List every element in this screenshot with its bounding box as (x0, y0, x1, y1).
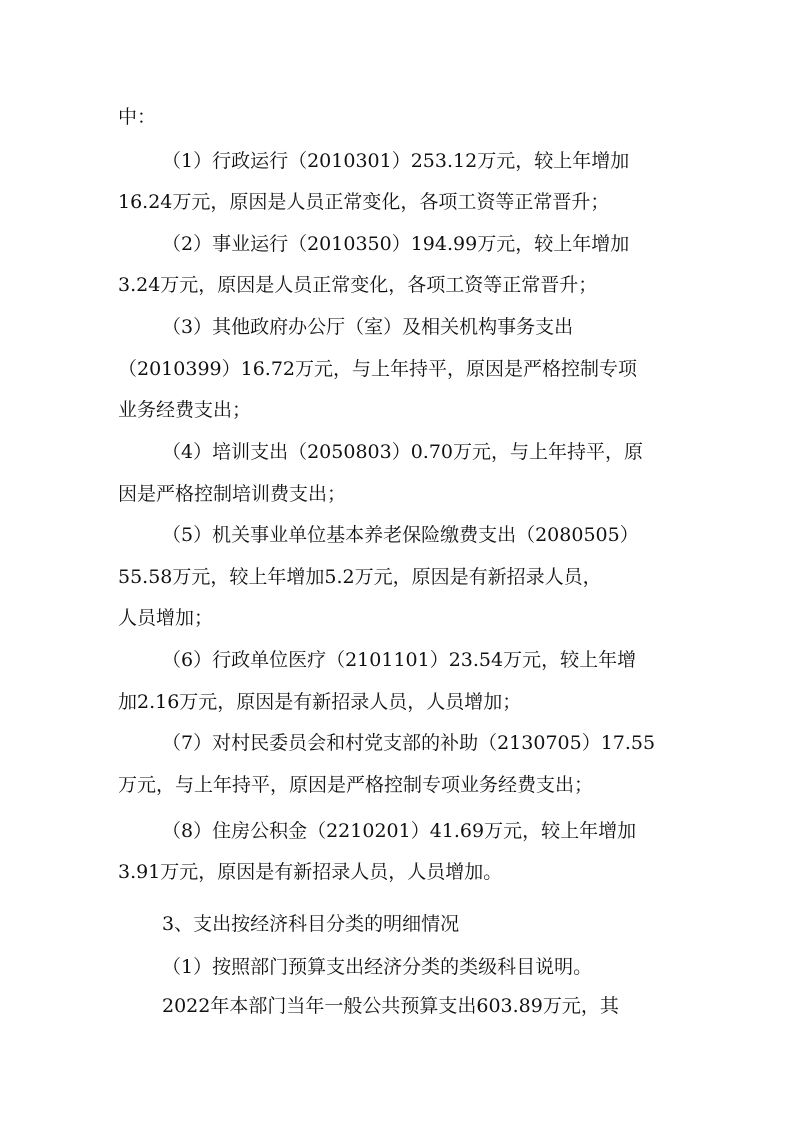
paragraph-line: （5）机关事业单位基本养老保险缴费支出（2080505） (162, 524, 639, 546)
paragraph-line: 55.58万元，较上年增加5.2万元，原因是有新招录人员， (118, 566, 602, 588)
paragraph-line: 业务经费支出； (118, 399, 252, 421)
paragraph-line: 万元，与上年持平，原因是严格控制专项业务经费支出； (118, 774, 594, 796)
paragraph-line: 因是严格控制培训费支出； (118, 483, 347, 505)
paragraph-line: 人员增加； (118, 607, 214, 629)
paragraph-line: 3.91万元，原因是有新招录人员，人员增加。 (118, 861, 503, 883)
paragraph-line: （1）行政运行（2010301）253.12万元，较上年增加 (162, 150, 630, 172)
paragraph-line: （6）行政单位医疗（2101101）23.54万元，较上年增 (162, 649, 637, 671)
paragraph-line: 16.24万元，原因是人员正常变化，各项工资等正常晋升； (118, 191, 610, 213)
section-heading: 3、支出按经济科目分类的明细情况 (162, 913, 460, 935)
paragraph-line: （2）事业运行（2010350）194.99万元，较上年增加 (162, 233, 630, 255)
paragraph-line: （4）培训支出（2050803）0.70万元，与上年持平，原 (162, 441, 644, 463)
paragraph-line: 加2.16万元，原因是有新招录人员，人员增加； (118, 691, 522, 713)
paragraph-line: （1）按照部门预算支出经济分类的类级科目说明。 (162, 956, 593, 978)
paragraph-line: 3.24万元，原因是人员正常变化，各项工资等正常晋升； (118, 274, 598, 296)
paragraph-line: （3）其他政府办公厅（室）及相关机构事务支出 (162, 316, 574, 338)
paragraph-line: （2010399）16.72万元，与上年持平，原因是严格控制专项 (118, 358, 638, 380)
paragraph-line: （7）对村民委员会和村党支部的补助（2130705）17.55 (162, 732, 656, 754)
paragraph-line: （8）住房公积金（2210201）41.69万元，较上年增加 (162, 820, 637, 842)
paragraph-line: 2022年本部门当年一般公共预算支出603.89万元，其 (162, 995, 619, 1017)
paragraph-line: 中： (118, 106, 157, 128)
